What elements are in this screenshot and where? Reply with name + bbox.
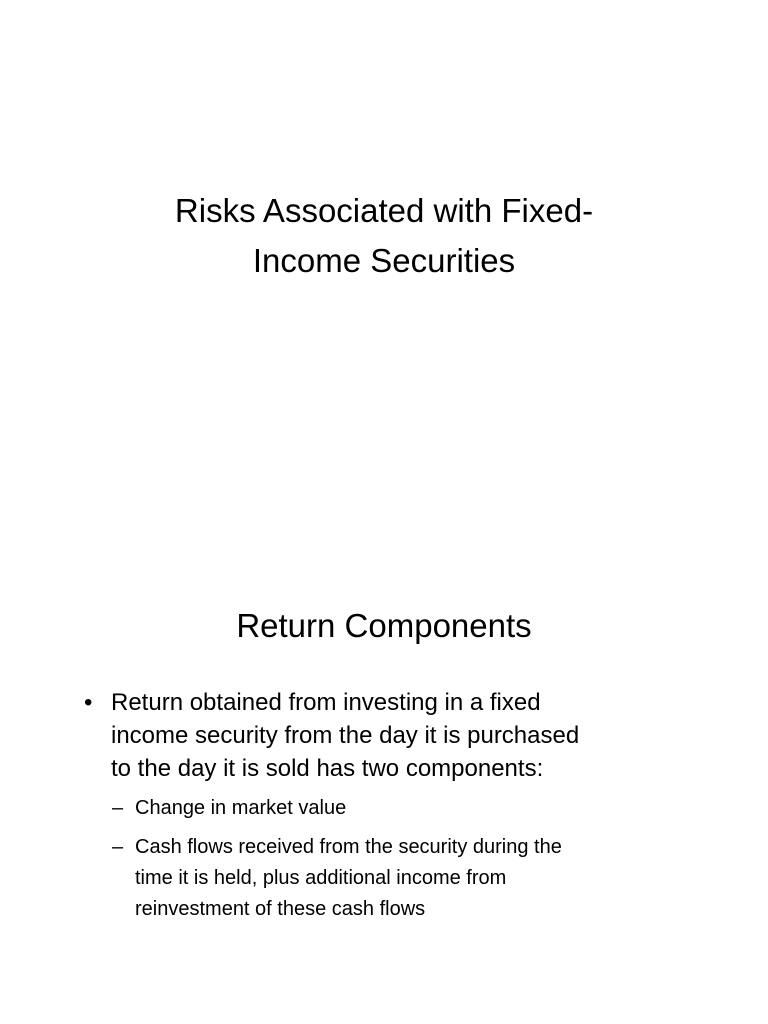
sub-bullet-item bbox=[106, 793, 700, 824]
bullet-text bbox=[111, 686, 700, 785]
dash-marker: – bbox=[112, 797, 124, 819]
sub-bullet-line: reinvestment of these cash flows bbox=[135, 898, 426, 920]
bullet-marker: • bbox=[84, 689, 93, 716]
slide-title bbox=[64, 186, 704, 286]
slide-heading: Return Components bbox=[236, 607, 532, 644]
dash-marker: – bbox=[112, 836, 124, 858]
bullet-line: income security from the day it is purchased bbox=[111, 722, 580, 749]
bullet-line: Return obtained from investing in a fixed bbox=[111, 689, 541, 716]
slide-title-line: Income Securities bbox=[252, 242, 516, 279]
sub-bullet-text bbox=[135, 832, 700, 925]
sub-bullet-item bbox=[106, 832, 700, 925]
bullet-list bbox=[80, 686, 700, 933]
sub-bullet-line: time it is held, plus additional income from bbox=[135, 867, 507, 889]
slide-title-line: Risks Associated with Fixed- bbox=[174, 192, 594, 229]
sub-bullet-line: Change in market value bbox=[135, 797, 347, 819]
bullet-line: to the day it is sold has two components: bbox=[111, 755, 544, 782]
sub-bullet-list bbox=[111, 793, 700, 925]
bullet-item bbox=[80, 686, 700, 925]
content-slide bbox=[0, 576, 768, 1024]
sub-bullet-text bbox=[135, 793, 700, 824]
sub-bullet-line: Cash flows received from the security during the bbox=[135, 836, 562, 858]
